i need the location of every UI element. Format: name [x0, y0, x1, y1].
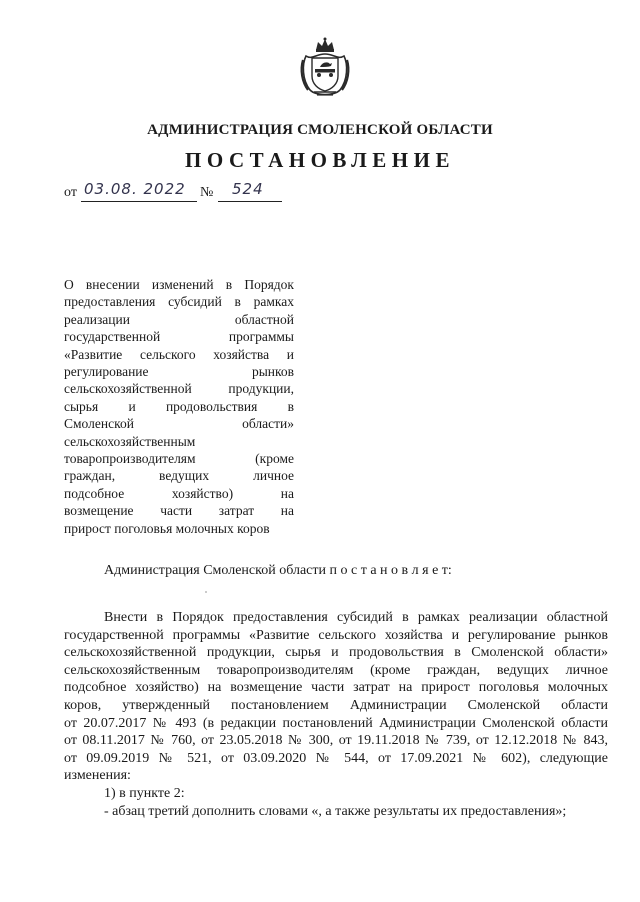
subject-line: Смоленской области» [64, 416, 294, 432]
subject-line: сырья и продовольствия в [64, 398, 294, 414]
body-line: государственной программы «Развитие сельского хозяйства и регулирование рынков [64, 627, 608, 643]
subject-line: граждан, ведущих личное [64, 468, 294, 484]
handwritten-number: 524 [232, 180, 264, 198]
body-line: сельскохозяйственной продукции, сырья и продовольствия в Смоленской области» [64, 645, 608, 661]
date-underline [81, 201, 197, 202]
subject-line: государственной программы [64, 329, 294, 345]
number-underline [218, 201, 282, 202]
body-line: от 20.07.2017 № 493 (в редакции постановлений Администрации Смоленской области [64, 715, 608, 731]
document-subject [64, 276, 294, 537]
resolution-intro: Администрация Смоленской области п о с т а н о в л я е т: [104, 563, 452, 578]
subject-line: сельскохозяйственным [64, 433, 196, 449]
body-line: Внести в Порядок предоставления субсидий в рамках реализации областной [104, 610, 608, 625]
date-label: от [64, 185, 77, 200]
subject-line: подсобное хозяйство) на [64, 485, 294, 501]
subject-line: О внесении изменений в Порядок [64, 277, 294, 292]
document-type-heading: ПОСТАНОВЛЕНИЕ [185, 148, 455, 172]
body-line: от 08.11.2017 № 760, от 23.05.2018 № 300, от 19.11.2018 № 739, от 12.12.2018 № 843, [64, 733, 608, 749]
scan-speck [205, 591, 207, 593]
subject-line: «Развитие сельского хозяйства и [64, 346, 294, 362]
registration-line [64, 182, 364, 204]
body-line: коров, утвержденный постановлением Администрации Смоленской области [64, 697, 608, 713]
body-line: изменения: [64, 768, 131, 784]
subject-line: предоставления субсидий в рамках [64, 294, 294, 310]
subject-line: товаропроизводителям (кроме [64, 451, 294, 467]
organization-title: АДМИНИСТРАЦИЯ СМОЛЕНСКОЙ ОБЛАСТИ [147, 122, 493, 138]
resolution-body [64, 609, 608, 820]
subject-line: сельскохозяйственной продукции, [64, 381, 294, 397]
subject-line: регулирование рынков [64, 364, 294, 380]
subject-line: реализации областной [64, 311, 294, 327]
coat-of-arms-icon [298, 36, 352, 98]
body-line: от 09.09.2019 № 521, от 03.09.2020 № 544, от 17.09.2021 № 602), следующие [64, 750, 608, 766]
number-label: № [200, 185, 214, 200]
subject-line: прирост поголовья молочных коров [64, 520, 270, 536]
subject-line: возмещение части затрат на [64, 503, 294, 519]
body-line: 1) в пункте 2: [104, 785, 185, 801]
body-line: сельскохозяйственным товаропроизводителям (кроме граждан, ведущих личное [64, 662, 608, 678]
handwritten-date: 03.08. 2022 [84, 180, 186, 198]
body-line: - абзац третий дополнить словами «, а также результаты их предоставления»; [104, 803, 567, 819]
body-line: подсобное хозяйство) на возмещение части затрат на прирост поголовья молочных [64, 680, 608, 696]
